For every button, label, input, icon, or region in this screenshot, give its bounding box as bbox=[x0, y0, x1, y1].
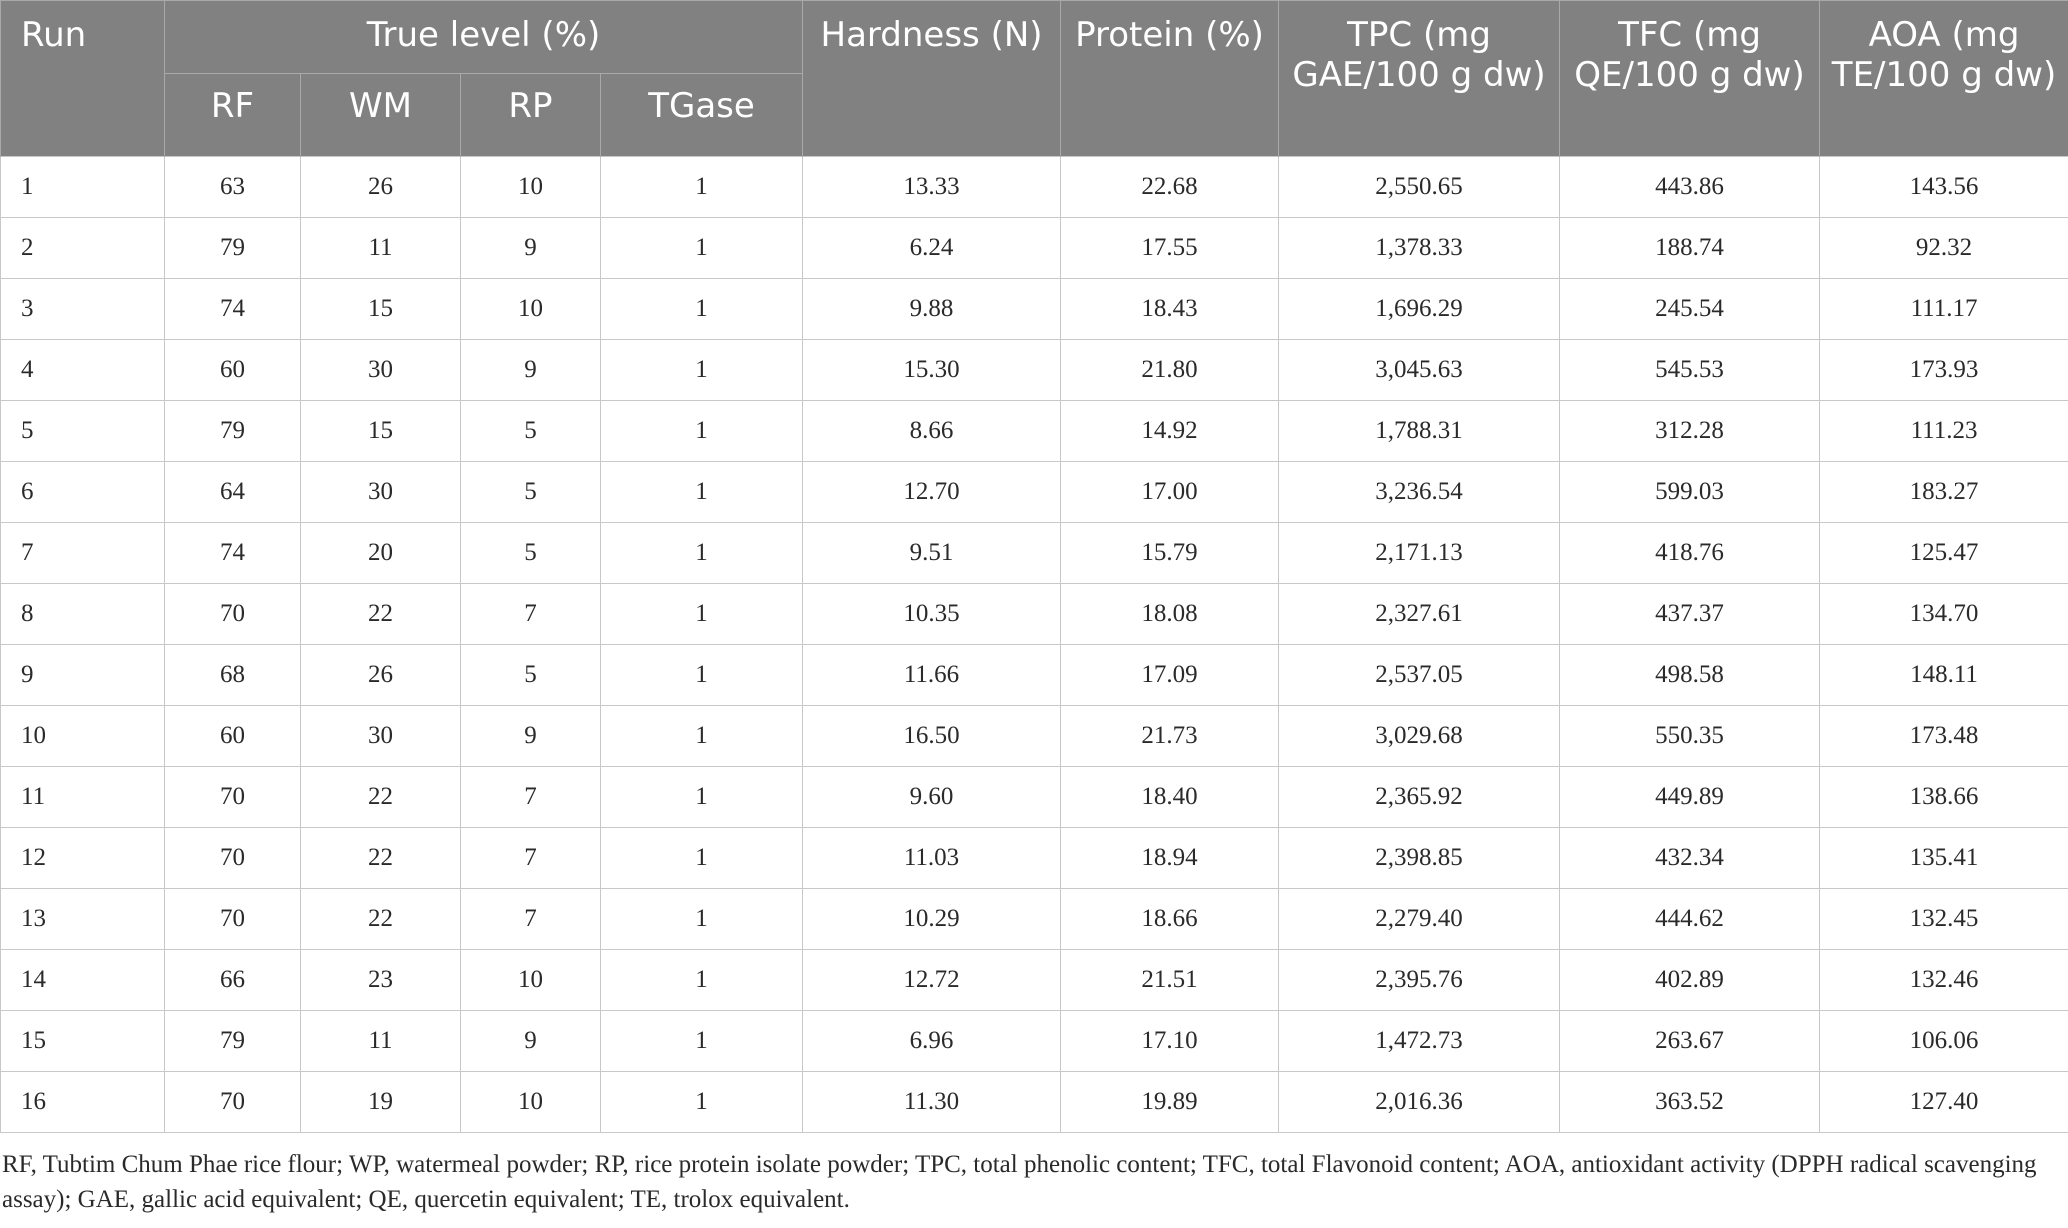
cell-run: 2 bbox=[1, 218, 165, 279]
cell-hardness: 11.30 bbox=[803, 1072, 1061, 1133]
cell-tpc: 2,537.05 bbox=[1279, 645, 1560, 706]
cell-hardness: 16.50 bbox=[803, 706, 1061, 767]
cell-rf: 63 bbox=[165, 157, 301, 218]
cell-tgase: 1 bbox=[601, 584, 803, 645]
cell-protein: 18.94 bbox=[1061, 828, 1279, 889]
table-row bbox=[1, 157, 2068, 218]
cell-hardness: 11.66 bbox=[803, 645, 1061, 706]
cell-tgase: 1 bbox=[601, 950, 803, 1011]
cell-rf: 79 bbox=[165, 1011, 301, 1072]
cell-rp: 9 bbox=[461, 706, 601, 767]
cell-tgase: 1 bbox=[601, 1011, 803, 1072]
cell-hardness: 6.96 bbox=[803, 1011, 1061, 1072]
cell-rf: 64 bbox=[165, 462, 301, 523]
cell-run: 10 bbox=[1, 706, 165, 767]
cell-tpc: 2,550.65 bbox=[1279, 157, 1560, 218]
cell-tgase: 1 bbox=[601, 706, 803, 767]
cell-protein: 19.89 bbox=[1061, 1072, 1279, 1133]
cell-run: 7 bbox=[1, 523, 165, 584]
cell-aoa: 111.17 bbox=[1820, 279, 2068, 340]
cell-tfc: 550.35 bbox=[1560, 706, 1820, 767]
table-row bbox=[1, 767, 2068, 828]
cell-tfc: 545.53 bbox=[1560, 340, 1820, 401]
header-aoa: AOA (mg TE/100 g dw) bbox=[1820, 1, 2068, 157]
cell-protein: 21.80 bbox=[1061, 340, 1279, 401]
cell-aoa: 132.46 bbox=[1820, 950, 2068, 1011]
cell-tpc: 1,696.29 bbox=[1279, 279, 1560, 340]
cell-rp: 7 bbox=[461, 828, 601, 889]
cell-tgase: 1 bbox=[601, 218, 803, 279]
header-rf: RF bbox=[165, 74, 301, 157]
cell-run: 4 bbox=[1, 340, 165, 401]
cell-rp: 10 bbox=[461, 1072, 601, 1133]
cell-tpc: 1,472.73 bbox=[1279, 1011, 1560, 1072]
cell-hardness: 12.70 bbox=[803, 462, 1061, 523]
cell-aoa: 173.93 bbox=[1820, 340, 2068, 401]
cell-wm: 26 bbox=[301, 157, 461, 218]
cell-hardness: 9.88 bbox=[803, 279, 1061, 340]
cell-protein: 18.66 bbox=[1061, 889, 1279, 950]
cell-protein: 14.92 bbox=[1061, 401, 1279, 462]
cell-wm: 22 bbox=[301, 828, 461, 889]
cell-aoa: 106.06 bbox=[1820, 1011, 2068, 1072]
cell-rf: 74 bbox=[165, 523, 301, 584]
cell-rf: 70 bbox=[165, 1072, 301, 1133]
header-tpc: TPC (mg GAE/100 g dw) bbox=[1279, 1, 1560, 157]
cell-aoa: 183.27 bbox=[1820, 462, 2068, 523]
cell-aoa: 143.56 bbox=[1820, 157, 2068, 218]
cell-aoa: 173.48 bbox=[1820, 706, 2068, 767]
cell-hardness: 12.72 bbox=[803, 950, 1061, 1011]
cell-rf: 66 bbox=[165, 950, 301, 1011]
table-row bbox=[1, 828, 2068, 889]
cell-rp: 5 bbox=[461, 645, 601, 706]
cell-tfc: 263.67 bbox=[1560, 1011, 1820, 1072]
cell-tfc: 599.03 bbox=[1560, 462, 1820, 523]
cell-tpc: 2,395.76 bbox=[1279, 950, 1560, 1011]
table-row bbox=[1, 340, 2068, 401]
table-row bbox=[1, 1011, 2068, 1072]
cell-protein: 18.40 bbox=[1061, 767, 1279, 828]
cell-tpc: 2,171.13 bbox=[1279, 523, 1560, 584]
cell-aoa: 125.47 bbox=[1820, 523, 2068, 584]
cell-hardness: 10.35 bbox=[803, 584, 1061, 645]
cell-hardness: 10.29 bbox=[803, 889, 1061, 950]
cell-tpc: 2,327.61 bbox=[1279, 584, 1560, 645]
cell-tgase: 1 bbox=[601, 645, 803, 706]
cell-wm: 26 bbox=[301, 645, 461, 706]
cell-hardness: 9.60 bbox=[803, 767, 1061, 828]
cell-wm: 11 bbox=[301, 218, 461, 279]
cell-tgase: 1 bbox=[601, 462, 803, 523]
cell-run: 3 bbox=[1, 279, 165, 340]
cell-tpc: 2,016.36 bbox=[1279, 1072, 1560, 1133]
cell-hardness: 13.33 bbox=[803, 157, 1061, 218]
cell-tgase: 1 bbox=[601, 523, 803, 584]
cell-tpc: 1,378.33 bbox=[1279, 218, 1560, 279]
cell-rp: 9 bbox=[461, 218, 601, 279]
table-row bbox=[1, 889, 2068, 950]
header-tgase: TGase bbox=[601, 74, 803, 157]
cell-run: 5 bbox=[1, 401, 165, 462]
cell-protein: 17.00 bbox=[1061, 462, 1279, 523]
cell-aoa: 135.41 bbox=[1820, 828, 2068, 889]
cell-tfc: 432.34 bbox=[1560, 828, 1820, 889]
cell-rf: 70 bbox=[165, 889, 301, 950]
cell-wm: 30 bbox=[301, 706, 461, 767]
cell-tgase: 1 bbox=[601, 828, 803, 889]
cell-tfc: 312.28 bbox=[1560, 401, 1820, 462]
cell-aoa: 92.32 bbox=[1820, 218, 2068, 279]
cell-rp: 7 bbox=[461, 889, 601, 950]
table-row bbox=[1, 401, 2068, 462]
cell-tgase: 1 bbox=[601, 1072, 803, 1133]
cell-protein: 22.68 bbox=[1061, 157, 1279, 218]
cell-rp: 7 bbox=[461, 767, 601, 828]
cell-tfc: 443.86 bbox=[1560, 157, 1820, 218]
cell-tfc: 449.89 bbox=[1560, 767, 1820, 828]
cell-rf: 60 bbox=[165, 706, 301, 767]
cell-tfc: 402.89 bbox=[1560, 950, 1820, 1011]
cell-rp: 9 bbox=[461, 340, 601, 401]
header-true-level: True level (%) bbox=[165, 1, 803, 74]
table-row bbox=[1, 523, 2068, 584]
cell-protein: 15.79 bbox=[1061, 523, 1279, 584]
cell-tpc: 3,045.63 bbox=[1279, 340, 1560, 401]
table-row bbox=[1, 218, 2068, 279]
cell-rf: 70 bbox=[165, 584, 301, 645]
cell-aoa: 134.70 bbox=[1820, 584, 2068, 645]
cell-aoa: 127.40 bbox=[1820, 1072, 2068, 1133]
cell-tgase: 1 bbox=[601, 401, 803, 462]
table-footnote: RF, Tubtim Chum Phae rice flour; WP, watermeal powder; RP, rice protein isolate powder; TPC, total phenolic content; TFC, total Flavonoid content; AOA, antioxidant activity (DPPH radical scavenging assay); GAE, gallic acid equivalent; QE, quercetin equivalent; TE, trolox equivalent. bbox=[2, 1151, 2037, 1213]
header-rp: RP bbox=[461, 74, 601, 157]
cell-tfc: 188.74 bbox=[1560, 218, 1820, 279]
cell-aoa: 148.11 bbox=[1820, 645, 2068, 706]
cell-aoa: 138.66 bbox=[1820, 767, 2068, 828]
cell-rf: 68 bbox=[165, 645, 301, 706]
cell-wm: 11 bbox=[301, 1011, 461, 1072]
cell-tfc: 363.52 bbox=[1560, 1072, 1820, 1133]
cell-run: 9 bbox=[1, 645, 165, 706]
cell-tgase: 1 bbox=[601, 340, 803, 401]
cell-tgase: 1 bbox=[601, 157, 803, 218]
cell-tfc: 444.62 bbox=[1560, 889, 1820, 950]
cell-tpc: 2,279.40 bbox=[1279, 889, 1560, 950]
cell-run: 11 bbox=[1, 767, 165, 828]
cell-rp: 10 bbox=[461, 279, 601, 340]
cell-tfc: 498.58 bbox=[1560, 645, 1820, 706]
cell-rf: 79 bbox=[165, 218, 301, 279]
cell-run: 15 bbox=[1, 1011, 165, 1072]
cell-rp: 5 bbox=[461, 401, 601, 462]
cell-run: 8 bbox=[1, 584, 165, 645]
table-row bbox=[1, 645, 2068, 706]
table-row bbox=[1, 1072, 2068, 1133]
cell-run: 16 bbox=[1, 1072, 165, 1133]
cell-rp: 5 bbox=[461, 462, 601, 523]
cell-wm: 22 bbox=[301, 889, 461, 950]
cell-wm: 30 bbox=[301, 340, 461, 401]
table-row bbox=[1, 584, 2068, 645]
cell-rp: 10 bbox=[461, 157, 601, 218]
cell-run: 13 bbox=[1, 889, 165, 950]
cell-protein: 17.09 bbox=[1061, 645, 1279, 706]
cell-wm: 15 bbox=[301, 279, 461, 340]
header-protein: Protein (%) bbox=[1061, 1, 1279, 157]
cell-wm: 22 bbox=[301, 767, 461, 828]
cell-tpc: 2,365.92 bbox=[1279, 767, 1560, 828]
cell-aoa: 132.45 bbox=[1820, 889, 2068, 950]
cell-tfc: 245.54 bbox=[1560, 279, 1820, 340]
cell-protein: 21.73 bbox=[1061, 706, 1279, 767]
cell-rp: 9 bbox=[461, 1011, 601, 1072]
cell-rf: 79 bbox=[165, 401, 301, 462]
header-wm: WM bbox=[301, 74, 461, 157]
cell-aoa: 111.23 bbox=[1820, 401, 2068, 462]
cell-tgase: 1 bbox=[601, 767, 803, 828]
cell-wm: 15 bbox=[301, 401, 461, 462]
cell-wm: 22 bbox=[301, 584, 461, 645]
table-row bbox=[1, 950, 2068, 1011]
cell-tpc: 2,398.85 bbox=[1279, 828, 1560, 889]
cell-rf: 70 bbox=[165, 828, 301, 889]
header-tfc: TFC (mg QE/100 g dw) bbox=[1560, 1, 1820, 157]
cell-rp: 5 bbox=[461, 523, 601, 584]
table-header bbox=[1, 1, 2068, 157]
cell-protein: 17.55 bbox=[1061, 218, 1279, 279]
cell-wm: 23 bbox=[301, 950, 461, 1011]
cell-rf: 60 bbox=[165, 340, 301, 401]
cell-run: 6 bbox=[1, 462, 165, 523]
table-row bbox=[1, 462, 2068, 523]
cell-wm: 20 bbox=[301, 523, 461, 584]
cell-tpc: 3,029.68 bbox=[1279, 706, 1560, 767]
cell-tfc: 418.76 bbox=[1560, 523, 1820, 584]
cell-run: 14 bbox=[1, 950, 165, 1011]
cell-run: 1 bbox=[1, 157, 165, 218]
table-row bbox=[1, 279, 2068, 340]
cell-hardness: 15.30 bbox=[803, 340, 1061, 401]
cell-tgase: 1 bbox=[601, 889, 803, 950]
cell-hardness: 9.51 bbox=[803, 523, 1061, 584]
cell-tfc: 437.37 bbox=[1560, 584, 1820, 645]
header-hardness: Hardness (N) bbox=[803, 1, 1061, 157]
cell-rf: 74 bbox=[165, 279, 301, 340]
cell-protein: 18.43 bbox=[1061, 279, 1279, 340]
cell-run: 12 bbox=[1, 828, 165, 889]
cell-hardness: 11.03 bbox=[803, 828, 1061, 889]
cell-wm: 19 bbox=[301, 1072, 461, 1133]
cell-wm: 30 bbox=[301, 462, 461, 523]
cell-tpc: 1,788.31 bbox=[1279, 401, 1560, 462]
cell-rf: 70 bbox=[165, 767, 301, 828]
cell-hardness: 6.24 bbox=[803, 218, 1061, 279]
cell-protein: 17.10 bbox=[1061, 1011, 1279, 1072]
header-run: Run bbox=[1, 1, 165, 157]
cell-tpc: 3,236.54 bbox=[1279, 462, 1560, 523]
cell-rp: 10 bbox=[461, 950, 601, 1011]
cell-rp: 7 bbox=[461, 584, 601, 645]
cell-protein: 18.08 bbox=[1061, 584, 1279, 645]
cell-hardness: 8.66 bbox=[803, 401, 1061, 462]
table-body bbox=[1, 157, 2068, 1133]
cell-tgase: 1 bbox=[601, 279, 803, 340]
cell-protein: 21.51 bbox=[1061, 950, 1279, 1011]
table-row bbox=[1, 706, 2068, 767]
